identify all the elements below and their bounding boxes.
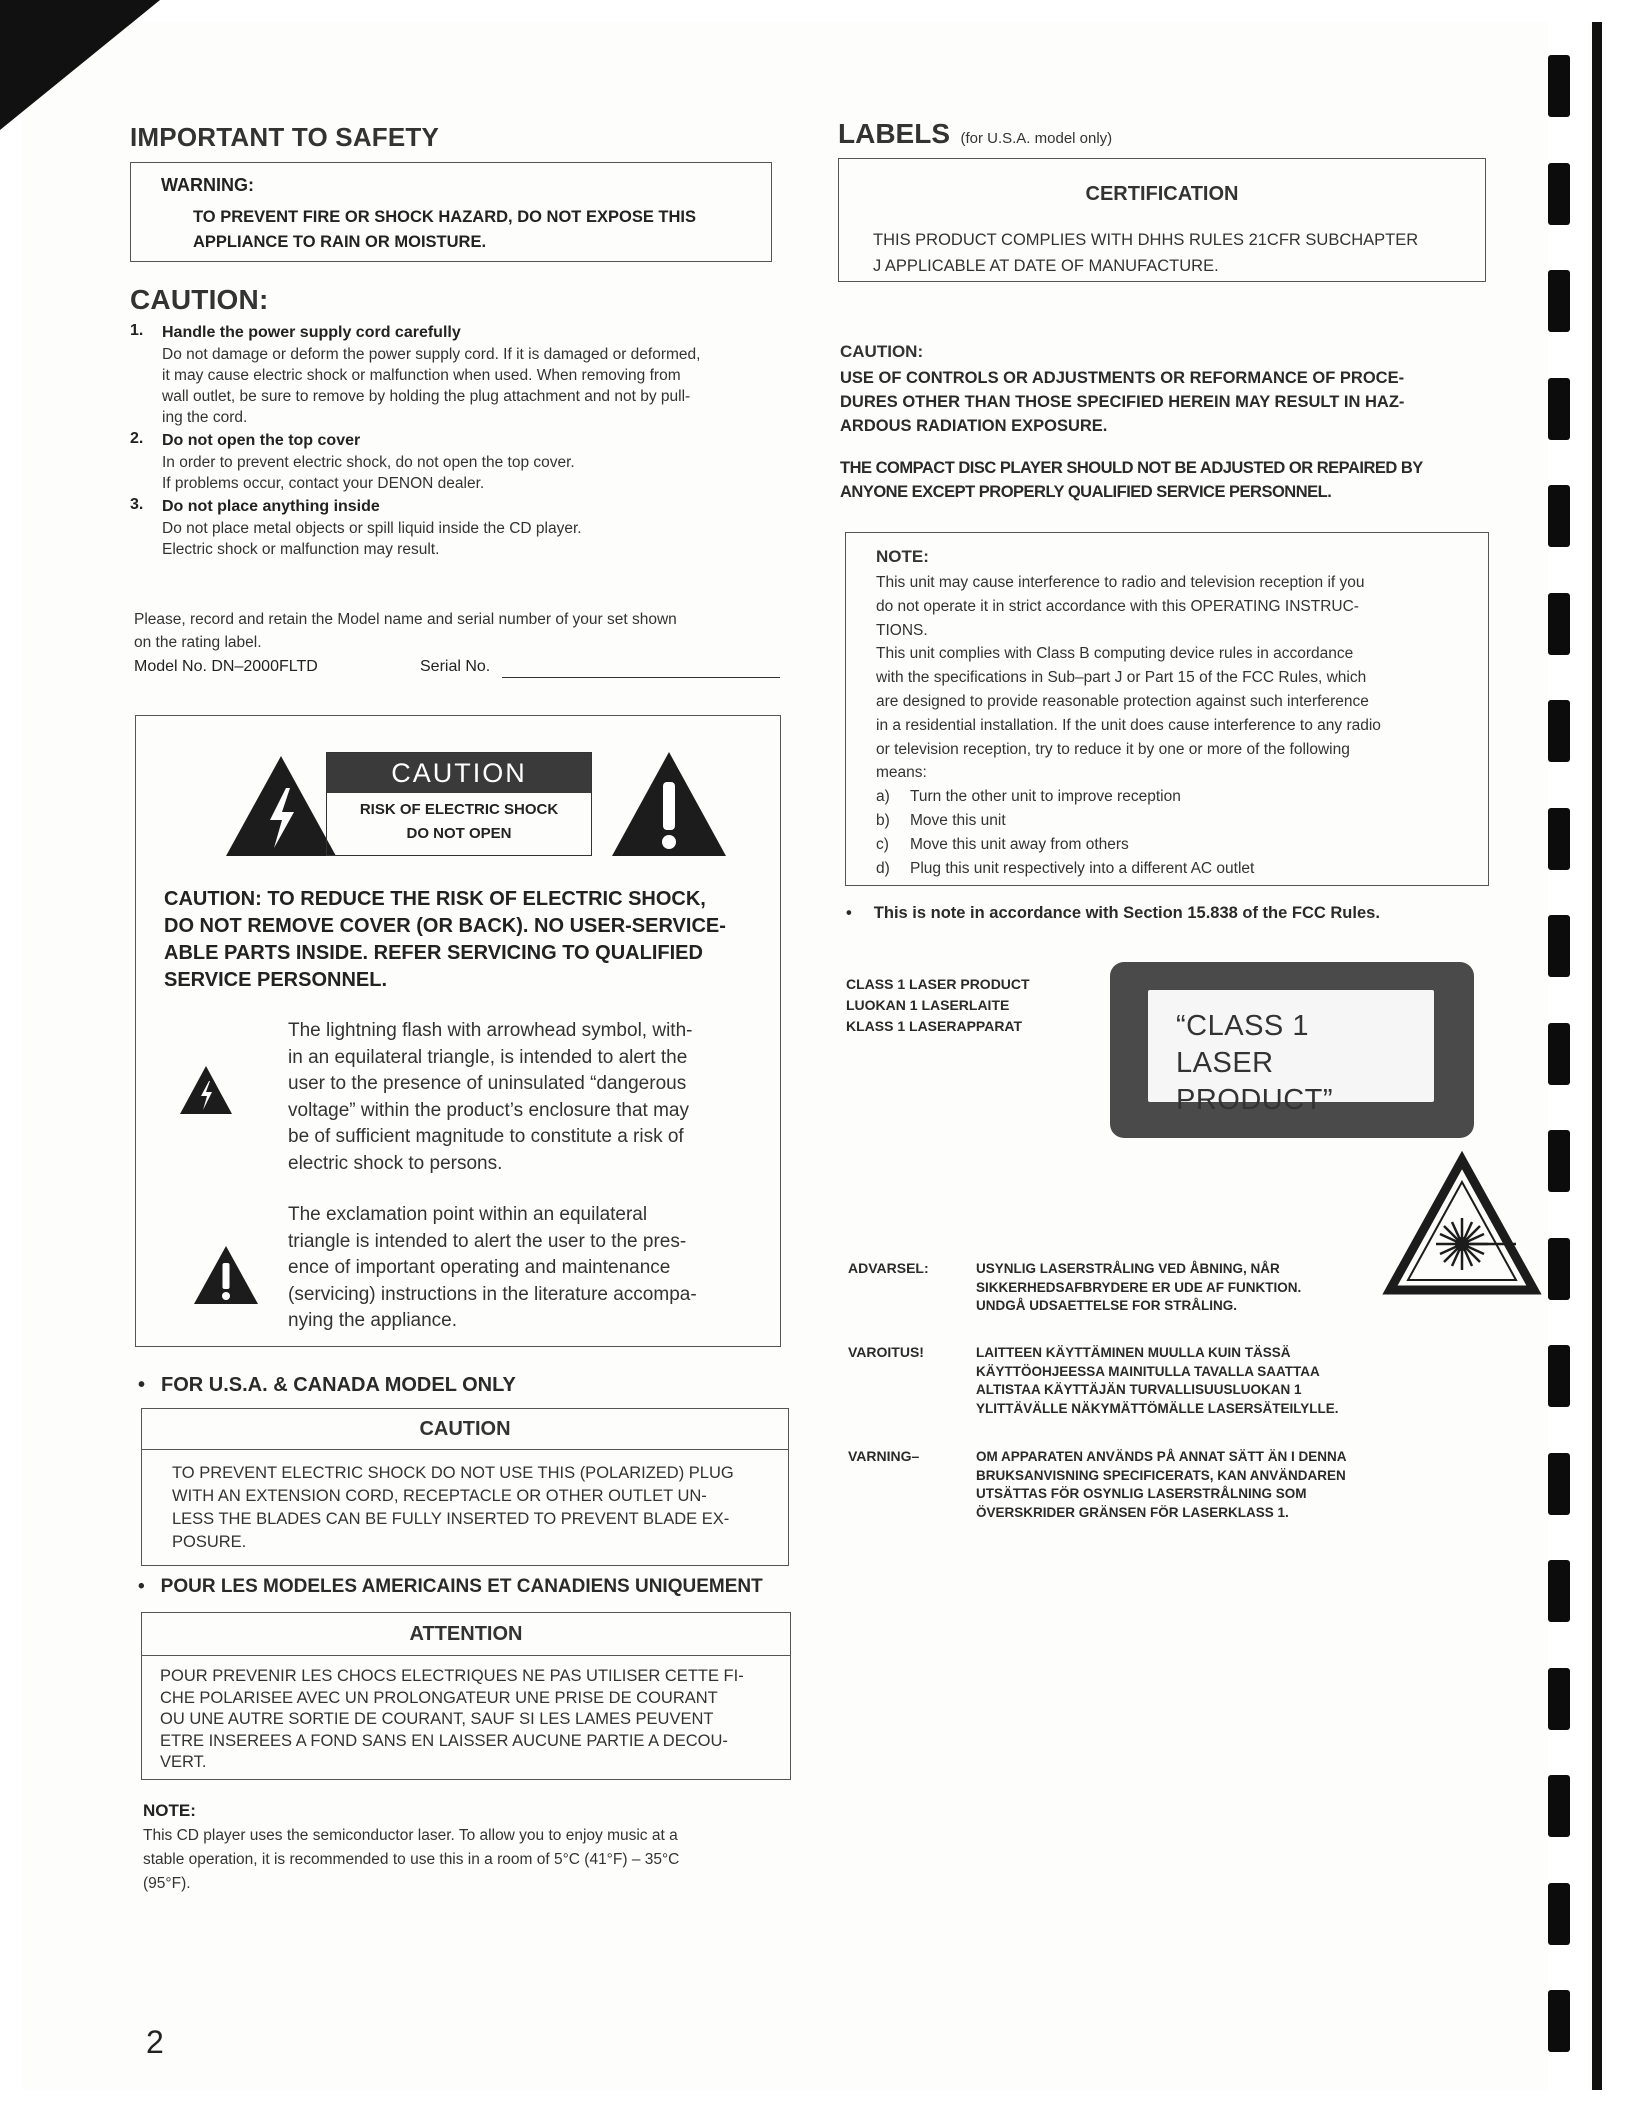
fcc-note-line: This unit may cause interference to radio and television reception if you [876, 574, 1365, 591]
lightning-triangle-icon [226, 756, 336, 856]
fr-heading [138, 1576, 763, 1598]
binding-mark [1548, 163, 1570, 225]
fcc-means-item [876, 857, 1381, 881]
class1-laser-text [846, 974, 1030, 1037]
fcc-means-key: c) [876, 835, 889, 853]
laser-warning-finnish [848, 1344, 1408, 1448]
explanation-line: triangle is intended to alert the user to the pres- [288, 1230, 687, 1252]
certification-box [838, 158, 1486, 282]
caution-item-line: Electric shock or malfunction may result. [162, 541, 440, 558]
fcc-note-line: or television reception, try to reduce it by one or more of the following [876, 740, 1350, 758]
caution-item-line: In order to prevent electric shock, do not open the top cover. [162, 454, 575, 471]
laser-warning-line: ÖVERSKRIDER GRÄNSEN FÖR LASERKLASS 1. [976, 1504, 1289, 1520]
binding-mark [1548, 485, 1570, 547]
statement-line: CAUTION: TO REDUCE THE RISK OF ELECTRIC SHOCK, [164, 888, 706, 910]
lightning-explanation [288, 1018, 692, 1177]
service-notice-line: THE COMPACT DISC PLAYER SHOULD NOT BE ADJUSTED OR REPAIRED BY [840, 459, 1423, 477]
laser-warnings-list [848, 1260, 1408, 1538]
binding-mark [1548, 378, 1570, 440]
labels-title: LABELS [838, 118, 950, 149]
class1-label-inner [1148, 990, 1434, 1116]
warning-line-2: APPLIANCE TO RAIN OR MOISTURE. [193, 233, 487, 251]
binding-mark [1548, 55, 1570, 117]
class1-line: CLASS 1 LASER PRODUCT [846, 976, 1030, 992]
fcc-note-box [845, 532, 1489, 886]
usa-caution-line: TO PREVENT ELECTRIC SHOCK DO NOT USE THIS (POLARIZED) PLUG [172, 1464, 734, 1482]
right-caution-line: USE OF CONTROLS OR ADJUSTMENTS OR REFORMANCE OF PROCE- [840, 369, 1405, 387]
cd-player-service-notice [840, 456, 1423, 504]
class1-label-line: “CLASS 1 [1176, 1010, 1309, 1042]
warning-box [130, 162, 772, 262]
certification-line: J APPLICABLE AT DATE OF MANUFACTURE. [873, 257, 1219, 275]
fcc-means-key: b) [876, 811, 890, 829]
fr-attention-title: ATTENTION [142, 1613, 790, 1656]
explanation-line: in an equilateral triangle, is intended to alert the [288, 1046, 688, 1068]
fcc-rule-note-text: This is note in accordance with Section 15.838 of the FCC Rules. [873, 904, 1380, 922]
laser-warning-line: UNDGÅ UDSAETTELSE FOR STRÅLING. [976, 1298, 1238, 1313]
record-line-2: on the rating label. [134, 634, 262, 651]
fcc-means-key: d) [876, 859, 890, 877]
caution-item-3 [130, 496, 780, 560]
caution-item-1 [130, 322, 780, 428]
explanation-line: user to the presence of uninsulated “dangerous [288, 1073, 687, 1094]
warning-text [193, 205, 696, 255]
page-number: 2 [146, 2024, 164, 2060]
right-caution-line: ARDOUS RADIATION EXPOSURE. [840, 417, 1108, 435]
fcc-note-line: do not operate it in strict accordance with this OPERATING INSTRUC- [876, 597, 1359, 615]
binding-mark [1548, 593, 1570, 655]
fcc-means-item [876, 809, 1381, 833]
certification-text [873, 227, 1418, 279]
caution-badge [326, 752, 592, 856]
page-corner-shadow [0, 0, 160, 130]
usa-canada-heading-text: FOR U.S.A. & CANADA MODEL ONLY [161, 1374, 516, 1396]
statement-line: DO NOT REMOVE COVER (OR BACK). NO USER-SERVICE- [164, 915, 726, 937]
fcc-means-text: Move this unit away from others [910, 835, 1129, 853]
laser-warning-swedish [848, 1448, 1408, 1538]
section-title-safety: IMPORTANT TO SAFETY [130, 122, 440, 152]
caution-item-number: 1. [130, 322, 144, 339]
note-text [143, 1824, 679, 1896]
laser-warning-line: BRUKSANVISNING SPECIFICERATS, KAN ANVÄNDAREN [976, 1467, 1346, 1483]
explanation-line: nying the appliance. [288, 1310, 458, 1331]
laser-warning-line: USYNLIG LASERSTRÅLING VED ÅBNING, NÅR [976, 1261, 1280, 1276]
bullet: • [138, 1374, 146, 1396]
fr-attention-line: CHE POLARISEE AVEC UN PROLONGATEUR UNE PRISE DE COURANT [160, 1688, 718, 1707]
class1-label-panel [1110, 962, 1474, 1138]
fcc-note-line: are designed to provide reasonable protection against such interference [876, 692, 1369, 710]
laser-warning-label: ADVARSEL: [848, 1260, 929, 1276]
explanation-line: electric shock to persons. [288, 1152, 503, 1174]
record-instructions [134, 608, 677, 654]
caution-item-line: If problems occur, contact your DENON dealer. [162, 475, 485, 492]
laser-warning-line: SIKKERHEDSAFBRYDERE ER UDE AF FUNKTION. [976, 1279, 1302, 1295]
binding-mark [1548, 1130, 1570, 1192]
right-caution-text [840, 366, 1404, 438]
exclamation-explanation [288, 1202, 758, 1335]
fr-attention-line: ETRE INSEREES A FOND SANS EN LAISSER AUCUNE PARTIE A DECOU- [160, 1731, 728, 1750]
laser-warning-label: VAROITUS! [848, 1344, 924, 1360]
binding-edge [1592, 22, 1602, 2090]
fcc-means-text: Move this unit [910, 811, 1006, 829]
fr-attention-box [141, 1612, 791, 1780]
caution-item-number: 2. [130, 430, 144, 447]
caution-item-line: wall outlet, be sure to remove by holding the plug attachment and not by pull- [162, 388, 691, 405]
class1-line: LUOKAN 1 LASERLAITE [846, 997, 1010, 1013]
binding-mark [1548, 1238, 1570, 1300]
exclamation-triangle-icon [612, 752, 726, 856]
caution-item-number: 3. [130, 496, 144, 513]
binding-mark [1548, 1775, 1570, 1837]
binding-mark [1548, 1560, 1570, 1622]
binding-mark [1548, 1023, 1570, 1085]
right-caution-line: DURES OTHER THAN THOSE SPECIFIED HEREIN MAY RESULT IN HAZ- [840, 393, 1405, 411]
explanation-line: voltage” within the product’s enclosure that may [288, 1099, 689, 1121]
fcc-note-line: This unit complies with Class B computing device rules in accordance [876, 645, 1354, 663]
service-notice-line: ANYONE EXCEPT PROPERLY QUALIFIED SERVICE PERSONNEL. [840, 483, 1332, 501]
binding-mark [1548, 1453, 1570, 1515]
laser-warning-line: OM APPARATEN ANVÄNDS PÅ ANNAT SÄTT ÄN I DENNA [976, 1449, 1347, 1464]
fcc-means-text: Plug this unit respectively into a different AC outlet [910, 859, 1255, 877]
class1-line: KLASS 1 LASERAPPARAT [846, 1018, 1023, 1034]
caution-item-line: it may cause electric shock or malfunction when used. When removing from [162, 367, 681, 384]
fr-attention-line: VERT. [160, 1753, 207, 1771]
caution-item-line: ing the cord. [162, 409, 248, 426]
fcc-note-line: in a residential installation. If the unit does cause interference to any radio [876, 716, 1381, 734]
fcc-note-label: NOTE: [876, 547, 929, 566]
class1-label-line: LASER PRODUCT” [1176, 1047, 1334, 1116]
laser-warning-label: VARNING– [848, 1448, 920, 1464]
certification-title: CERTIFICATION [1085, 183, 1239, 205]
explanation-line: (servicing) instructions in the literature accompa- [288, 1283, 697, 1305]
binding-mark [1548, 808, 1570, 870]
binding-mark [1548, 270, 1570, 332]
shock-caution-statement [164, 886, 726, 994]
caution-badge-line-2: DO NOT OPEN [406, 825, 512, 842]
laser-warning-line: YLITTÄVÄLLE NÄKYMÄTTÖMÄLLE LASERSÄTEILYLLE. [976, 1400, 1339, 1416]
caution-list [130, 322, 780, 560]
caution-badge-line-1: RISK OF ELECTRIC SHOCK [359, 801, 559, 818]
lightning-triangle-icon [180, 1066, 232, 1114]
right-caution-label: CAUTION: [840, 342, 924, 361]
fcc-means-item [876, 833, 1381, 857]
usa-caution-title: CAUTION [142, 1409, 788, 1450]
bullet: • [846, 904, 852, 922]
note-line: stable operation, it is recommended to use this in a room of 5°C (41°F) – 35°C [143, 1851, 680, 1868]
usa-caution-line: WITH AN EXTENSION CORD, RECEPTACLE OR OTHER OUTLET UN- [172, 1487, 707, 1505]
explanation-line: The lightning flash with arrowhead symbol, with- [288, 1020, 693, 1041]
caution-item-title: Do not open the top cover [162, 432, 361, 449]
fr-attention-line: POUR PREVENIR LES CHOCS ELECTRIQUES NE PAS UTILISER CETTE FI- [160, 1667, 744, 1685]
bullet: • [138, 1576, 145, 1597]
binding-mark [1548, 915, 1570, 977]
laser-warning-line: LAITTEEN KÄYTTÄMINEN MUULLA KUIN TÄSSÄ [976, 1345, 1291, 1360]
note-line: This CD player uses the semiconductor laser. To allow you to enjoy music at a [143, 1827, 678, 1844]
explanation-line: ence of important operating and maintenance [288, 1257, 671, 1278]
caution-item-2 [130, 430, 780, 494]
note-label: NOTE: [143, 1801, 196, 1820]
exclamation-triangle-icon [194, 1246, 258, 1304]
caution-item-title: Handle the power supply cord carefully [162, 324, 461, 341]
usa-caution-line: POSURE. [172, 1533, 247, 1551]
fr-attention-line: OU UNE AUTRE SORTIE DE COURANT, SAUF SI LES LAMES PEUVENT [160, 1710, 714, 1728]
laser-warning-text [976, 1260, 1301, 1316]
fcc-means-text: Turn the other unit to improve reception [910, 788, 1181, 806]
statement-line: ABLE PARTS INSIDE. REFER SERVICING TO QUALIFIED [164, 942, 703, 964]
fcc-note-line: means: [876, 764, 927, 782]
laser-warning-text [976, 1344, 1339, 1418]
serial-number-label: Serial No. [420, 658, 491, 675]
usa-caution-text [142, 1450, 788, 1554]
serial-number-line [502, 677, 780, 678]
fcc-means-item [876, 785, 1381, 809]
laser-warning-line: KÄYTTÖOHJEESSA MAINITULLA TAVALLA SAATTAA [976, 1363, 1320, 1379]
binding-mark [1548, 1345, 1570, 1407]
fcc-rule-note [846, 904, 1380, 923]
fcc-note-text [876, 571, 1381, 880]
note-line: (95°F). [143, 1875, 191, 1892]
laser-warning-danish [848, 1260, 1408, 1344]
fr-attention-text [142, 1656, 790, 1774]
caution-badge-title: CAUTION [327, 753, 591, 793]
usa-caution-box [141, 1408, 789, 1566]
laser-warning-line: UTSÄTTAS FÖR OSYNLIG LASERSTRÅLNING SOM [976, 1486, 1307, 1501]
caution-item-title: Do not place anything inside [162, 498, 380, 515]
fcc-note-line: with the specifications in Sub–part J or Part 15 of the FCC Rules, which [876, 669, 1367, 687]
usa-caution-line: LESS THE BLADES CAN BE FULLY INSERTED TO PREVENT BLADE EX- [172, 1510, 730, 1528]
fr-heading-text: POUR LES MODELES AMERICAINS ET CANADIENS UNIQUEMENT [160, 1576, 763, 1597]
laser-warning-line: ALTISTAA KÄYTTÄJÄN TURVALLISUUSLUOKAN 1 [976, 1382, 1302, 1397]
binding-mark [1548, 1883, 1570, 1945]
laser-warning-icon [1388, 1158, 1536, 1292]
binding-mark [1548, 1990, 1570, 2052]
binding-mark [1548, 1668, 1570, 1730]
explanation-line: be of sufficient magnitude to constitute a risk of [288, 1126, 684, 1147]
binding-mark [1548, 700, 1570, 762]
labels-heading [838, 118, 1112, 150]
model-number: Model No. DN–2000FLTD [134, 658, 318, 675]
record-line-1: Please, record and retain the Model name and serial number of your set shown [134, 611, 677, 628]
caution-title: CAUTION: [130, 284, 269, 315]
warning-line-1: TO PREVENT FIRE OR SHOCK HAZARD, DO NOT EXPOSE THIS [193, 208, 696, 226]
usa-canada-heading [138, 1374, 516, 1397]
caution-item-line: Do not place metal objects or spill liquid inside the CD player. [162, 520, 582, 537]
fcc-means-key: a) [876, 788, 890, 806]
statement-line: SERVICE PERSONNEL. [164, 969, 388, 991]
electric-shock-caution-panel [135, 715, 781, 1347]
certification-line: THIS PRODUCT COMPLIES WITH DHHS RULES 21CFR SUBCHAPTER [873, 231, 1419, 249]
explanation-line: The exclamation point within an equilateral [288, 1204, 648, 1225]
warning-label: WARNING: [161, 175, 254, 195]
labels-subtitle: (for U.S.A. model only) [960, 130, 1113, 147]
class1-label-text [1176, 1008, 1434, 1119]
fcc-note-line: TIONS. [876, 621, 928, 639]
laser-warning-text [976, 1448, 1347, 1522]
caution-item-line: Do not damage or deform the power supply cord. If it is damaged or deformed, [162, 346, 701, 363]
